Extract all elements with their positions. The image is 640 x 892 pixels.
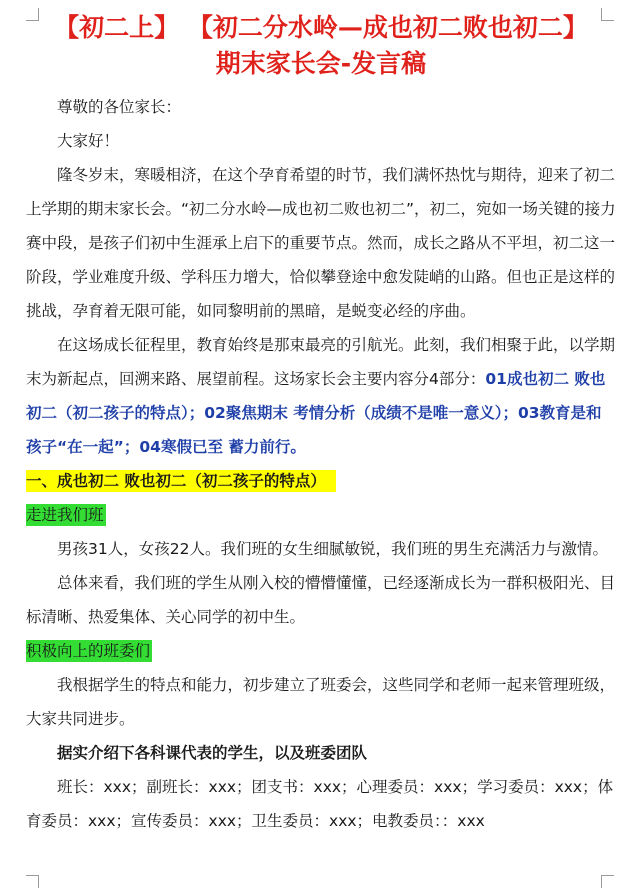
paragraph-overview: 总体来看，我们班的学生从刚入校的懵懵懂懂，已经逐渐成长为一群积极阳光、目标清晰、热爱集体、关心同学的初中生。	[26, 574, 616, 626]
greeting: 尊敬的各位家长：	[57, 98, 182, 116]
paragraph-opening: 隆冬岁末，寒暖相济，在这个孕育希望的时节，我们满怀热忱与期待，迎来了初二上学期的期末家长会。“初二分水岭—成也初二败也初二”，初二，宛如一场关键的接力赛中段，是孩子们初中生涯承上启下的重要节点。然而，成长之路从不平坦，初二这一阶段，学业难度升级、学科压力增大，恰似攀登途中愈发陡峭的山路。但也正是这样的挑战，孕育着无限可能，如同黎明前的黑暗，是蜕变必经的序曲。	[26, 166, 616, 320]
paragraph-agenda	[26, 328, 616, 464]
crop-mark-bottom-right	[601, 875, 614, 888]
document-title-line2: 期末家长会-发言稿	[215, 49, 427, 78]
agenda-items-text: 01成也初二 败也初二（初二孩子的特点）；02聚焦期末 考情分析（成绩不是唯一意义）；03教育是和孩子“在一起”；04寒假已至 蓄力前行。	[26, 370, 606, 456]
hello-line: 大家好！	[57, 132, 120, 150]
paragraph-class-size: 男孩31人，女孩22人。我们班的女生细腻敏锐，我们班的男生充满活力与激情。	[57, 540, 608, 558]
paragraph-roles: 班长：xxx；副班长：xxx；团支书：xxx；心理委员：xxx；学习委员：xxx；体育委员：xxx；宣传委员：xxx；卫生委员：xxx；电教委员：：xxx	[26, 778, 614, 830]
document-title-line1: 【初二上】 【初二分水岭—成也初二败也初二】	[54, 13, 588, 42]
document-page	[26, 10, 616, 838]
subheading-our-class: 走进我们班	[26, 506, 104, 524]
subheading-row-2	[26, 634, 616, 668]
subheading-row-1	[26, 498, 616, 532]
section-heading-row	[26, 464, 616, 498]
crop-mark-bottom-left	[26, 875, 39, 888]
agenda-intro-text: 在这场成长征程里，教育始终是那束最亮的引航光。此刻，我们相聚于此，以学期末为新起点，回溯来路、展望前程。这场家长会主要内容分4部分：	[26, 336, 616, 388]
bold-instruction-line: 据实介绍下各科课代表的学生，以及班委团队	[57, 744, 368, 762]
subheading-class-committee: 积极向上的班委们	[26, 642, 151, 660]
section-heading-1: 一、成也初二 败也初二（初二孩子的特点）	[26, 470, 336, 492]
paragraph-committee: 我根据学生的特点和能力，初步建立了班委会，这些同学和老师一起来管理班级，大家共同进步。	[26, 676, 616, 728]
